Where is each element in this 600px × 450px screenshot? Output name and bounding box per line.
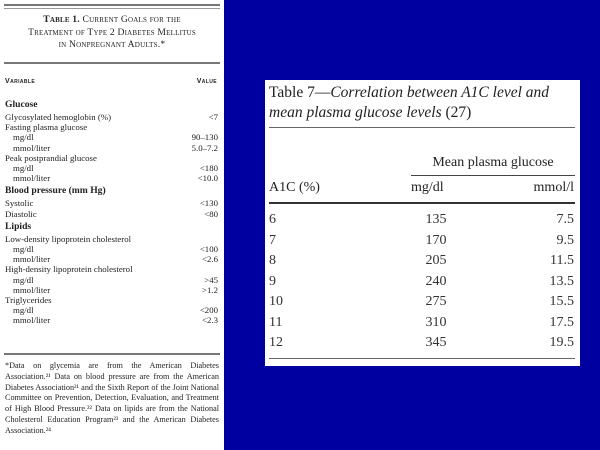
column-header-mmol: mmol/l (533, 180, 574, 195)
row-value: <100 (199, 244, 218, 254)
row-value: <2.3 (202, 315, 218, 326)
table-1-footnote: *Data on glycemia are from the American Diabetes Association.²¹ Data on blood pressure are from the American Diabetes Association²¹ and the Sixth Report of the Joint National Committee on Prevention, Detection, Evaluation, and Treatment of High Blood Pressure.²² Data on lipids are from the National Cholesterol Education Program²³ and the American Diabetes Association.²⁴ (5, 361, 219, 435)
row-label: Diastolic (5, 208, 37, 219)
table-1-title (4, 14, 220, 52)
table-row (5, 285, 218, 295)
table-7-title-line1: Correlation between A1C level and (330, 84, 550, 101)
row-value: >45 (204, 274, 218, 285)
row-value: 90–130 (191, 132, 218, 143)
table-row (5, 254, 218, 264)
table-row (269, 313, 574, 333)
row-label: Peak postprandial glucose (5, 152, 97, 163)
table-row (5, 143, 218, 153)
table-row (5, 163, 218, 173)
table-7-title-line2: mean plasma glucose levels (269, 104, 442, 121)
table-row (269, 292, 574, 312)
row-label: mg/dl (13, 163, 34, 173)
table-row (5, 264, 218, 274)
table-row (5, 315, 218, 325)
cell-a1c: 11 (269, 314, 283, 330)
cell-mgdl: 135 (425, 212, 447, 227)
cell-mmol: 9.5 (556, 232, 574, 248)
table-row (5, 198, 218, 208)
section-header (5, 222, 218, 232)
row-label: mmol/liter (13, 173, 51, 184)
table-7-label: Table 7— (269, 84, 331, 101)
column-header-variable: Variable (5, 78, 36, 85)
table-1-title-line3: in Nonpregnant Adults.* (58, 39, 166, 50)
column-header-mgdl: mg/dl (411, 180, 444, 195)
cell-a1c: 9 (269, 273, 276, 289)
title-rule (269, 127, 575, 128)
row-value: <180 (199, 163, 218, 173)
row-label: mmol/liter (13, 284, 51, 295)
row-label: Systolic (5, 198, 34, 209)
table-1-panel (0, 0, 224, 450)
table-row (5, 305, 218, 315)
table-7-panel (265, 80, 580, 366)
row-label: mg/dl (13, 244, 34, 254)
cell-mmol: 13.5 (549, 273, 574, 289)
row-value: <200 (199, 305, 218, 316)
table-7-title (269, 83, 576, 123)
footnote-rule (4, 353, 220, 355)
row-label: mg/dl (13, 305, 34, 316)
table-1-title-line1: Current Goals for the (82, 14, 181, 25)
row-label: mg/dl (13, 132, 34, 143)
row-label: mmol/liter (13, 254, 51, 265)
bottom-rule (269, 358, 575, 359)
row-label: Blood pressure (mm Hg) (5, 185, 106, 197)
table-row (5, 112, 218, 122)
row-value: <80 (204, 208, 218, 219)
row-value: <130 (199, 198, 218, 209)
row-label: High-density lipoprotein cholesterol (5, 264, 133, 275)
column-header-a1c: A1C (%) (269, 180, 320, 195)
column-header-value: Value (196, 78, 217, 85)
row-label: Triglycerides (5, 295, 52, 305)
table-row (269, 251, 574, 271)
cell-mgdl: 205 (425, 253, 447, 268)
table-row (5, 244, 218, 254)
row-label: Low-density lipoprotein cholesterol (5, 233, 132, 244)
row-label: Glycosylated hemoglobin (%) (5, 112, 112, 122)
row-label: mg/dl (13, 274, 34, 285)
cell-mgdl: 310 (425, 314, 447, 330)
row-label: Lipids (5, 220, 32, 232)
row-label: Glucose (5, 99, 38, 110)
table-row (5, 122, 218, 132)
group-header: Mean plasma glucose (432, 155, 554, 170)
cell-mgdl: 345 (425, 335, 447, 350)
row-label: mmol/liter (13, 315, 51, 326)
top-rule (4, 4, 220, 9)
table-row (5, 173, 218, 183)
row-value: <7 (208, 112, 218, 122)
cell-a1c: 7 (269, 232, 276, 248)
cell-a1c: 10 (269, 294, 283, 309)
cell-mmol: 19.5 (549, 335, 574, 350)
header-rule (269, 202, 575, 204)
table-1-title-line2: Treatment of Type 2 Diabetes Mellitus (28, 26, 196, 38)
section-header (5, 100, 218, 110)
table-1-label: Table 1. (43, 14, 80, 25)
table-row (269, 333, 574, 353)
cell-a1c: 6 (269, 212, 276, 227)
group-header-rule (411, 175, 575, 176)
row-value: <10.0 (197, 173, 218, 184)
table-row (5, 234, 218, 244)
cell-mmol: 7.5 (556, 212, 574, 227)
cell-mgdl: 240 (425, 273, 447, 289)
cell-mmol: 17.5 (549, 314, 574, 330)
table-row (5, 295, 218, 305)
row-label: mmol/liter (13, 142, 51, 153)
table-row (5, 209, 218, 219)
title-rule (4, 62, 220, 64)
cell-mgdl: 275 (425, 294, 447, 309)
table-row (269, 231, 574, 251)
row-value: >1.2 (202, 284, 218, 295)
cell-mgdl: 170 (425, 232, 447, 248)
cell-a1c: 8 (269, 253, 276, 268)
table-7-reference: (27) (441, 104, 472, 121)
row-label: Fasting plasma glucose (5, 122, 88, 133)
row-value: 5.0–7.2 (191, 142, 218, 153)
row-value: <2.6 (202, 254, 218, 265)
table-row (5, 275, 218, 285)
table-row (269, 210, 574, 230)
section-header (5, 186, 218, 196)
table-row (5, 132, 218, 142)
cell-mmol: 15.5 (549, 294, 574, 309)
cell-mmol: 11.5 (550, 253, 574, 268)
table-row (5, 153, 218, 163)
table-row (269, 272, 574, 292)
cell-a1c: 12 (269, 335, 283, 350)
